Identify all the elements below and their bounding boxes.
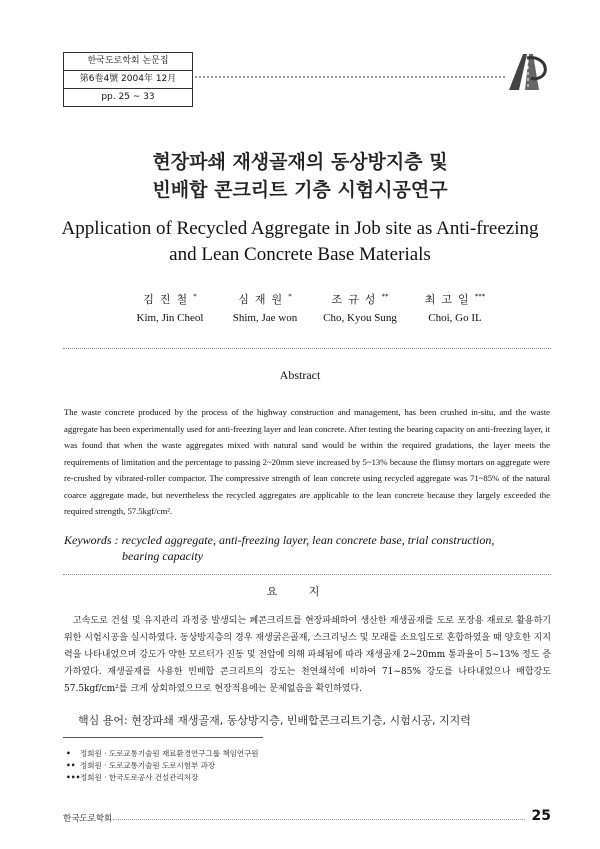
korean-keywords-text: 현장파쇄 재생골재, 동상방지층, 빈배합콘크리트기층, 시험시공, 지지력 xyxy=(131,714,471,727)
author-name-ko: 김진철 xyxy=(143,293,194,306)
abstract-text: The waste concrete produced by the process of the highway construction and management, has been crushed in-situ, and the waste aggregate has been experimentally used for anti-freezing layer and lean concrete. After testing the bearing capacity on anti-freezing layer, it was found that when the waste aggregates mixed with natural sand would be within the required gradations, the layer meets the requirements of limitation and the percentage to passing 2~20mm sieve increased by 5~13% because the flimsy mortars on aggregate were re-crushed by vibrated-roller compactor. The compressive strength of lean concrete using recycled aggregate was 71~85% of the natural coarce aggregate made, but nevertheless the recycled aggregates are applicable to the lean concrete because they largely exceeded the required strength, 57.5kgf/cm². xyxy=(64,407,550,516)
korean-title-line-2: 빈배합 콘크리트 기층 시험시공연구 xyxy=(152,179,448,201)
keywords-label: Keywords : xyxy=(64,533,119,547)
korean-keywords-label: 핵심 용어: xyxy=(78,714,128,727)
author-mark: * xyxy=(288,292,292,301)
footnote-divider xyxy=(63,737,263,738)
author-name-ko: 심재원 xyxy=(238,293,289,306)
footnote-text: 정회원 · 도로교통기술원 도로시험부 과장 xyxy=(80,761,216,770)
header-dotted-line xyxy=(195,76,505,78)
page-number: 25 xyxy=(531,808,551,824)
divider-top xyxy=(63,348,551,349)
footnote-text: 정회원 · 한국도로공사 건설관리처장 xyxy=(80,773,199,782)
author-name-en: Kim, Jin Cheol xyxy=(136,312,204,324)
footer-dotted-line xyxy=(113,819,525,820)
author-name-en: Choi, Go IL xyxy=(428,312,482,324)
footnote-mark: •• xyxy=(66,761,76,770)
english-title-line-2: and Lean Concrete Base Materials xyxy=(169,244,431,265)
author-4 xyxy=(400,291,510,324)
summary-paragraph: 고속도로 건설 및 유지관리 과정중 발생되는 폐콘크리트를 현장파쇄하여 생산한 재생골재를 도로 포장용 재료로 활용하기 위한 시험시공을 실시하였다. 동상방지층의 경우 재생굵은골재, 스크리닝스 및 모래를 소요입도로 혼합하였을 때 양호한 지지력을 나타내었으며 강도가 약한 모르터가 진동 및 전압에 의해 파쇄됨에 따라 재생골재 2~20mm 통과율이 5~13% 정도 증가하였다. 재생골재를 사용한 빈배합 콘크리트의 강도는 천연쇄석에 비하여 71~85% 강도를 나타내었으나 배합강도 57.5kgf/cm²를 크게 상회하였으므로 현장적용에는 문제없음을 확인하였다. xyxy=(64,616,551,694)
english-title-line-1: Application of Recycled Aggregate in Job site as Anti-freezing xyxy=(61,218,539,239)
author-name-en: Cho, Kyou Sung xyxy=(323,312,397,324)
keywords xyxy=(64,532,550,564)
author-mark: *** xyxy=(474,292,486,301)
author-3 xyxy=(305,291,415,324)
road-logo-icon xyxy=(505,48,549,92)
footnote-3 xyxy=(66,772,259,784)
page-footer xyxy=(63,810,551,826)
journal-info-box xyxy=(63,52,193,107)
author-mark: ** xyxy=(381,292,389,301)
abstract-heading: Abstract xyxy=(279,368,321,382)
divider-middle xyxy=(63,574,551,575)
summary-text xyxy=(64,613,551,698)
author-1 xyxy=(115,291,225,324)
korean-title-line-1: 현장파쇄 재생골재의 동상방지층 및 xyxy=(152,151,448,173)
keywords-continuation: bearing capacity xyxy=(122,549,203,563)
footnotes xyxy=(66,748,259,784)
keywords-text: recycled aggregate, anti-freezing layer, lean concrete base, trial construction, xyxy=(121,533,495,547)
summary-heading: 요 지 xyxy=(266,585,334,598)
korean-keywords xyxy=(78,712,558,728)
footnote-mark: ••• xyxy=(66,773,81,782)
footnote-mark: • xyxy=(66,749,71,758)
author-name-ko: 조규성 xyxy=(331,293,382,306)
journal-volume: 第6卷4號 2004年 12月 xyxy=(64,71,192,89)
author-2 xyxy=(210,291,320,324)
footnote-2 xyxy=(66,760,259,772)
author-mark: * xyxy=(193,292,197,301)
footer-society: 한국도로학회 xyxy=(63,814,113,824)
footnote-text: 정회원 · 도로교통기술원 재료환경연구그룹 책임연구원 xyxy=(80,749,259,758)
footnote-1 xyxy=(66,748,259,760)
journal-pages: pp. 25 ~ 33 xyxy=(101,92,155,102)
author-name-ko: 최고일 xyxy=(424,293,475,306)
author-name-en: Shim, Jae won xyxy=(232,312,298,324)
journal-name: 한국도로학회 논문집 xyxy=(64,53,192,71)
